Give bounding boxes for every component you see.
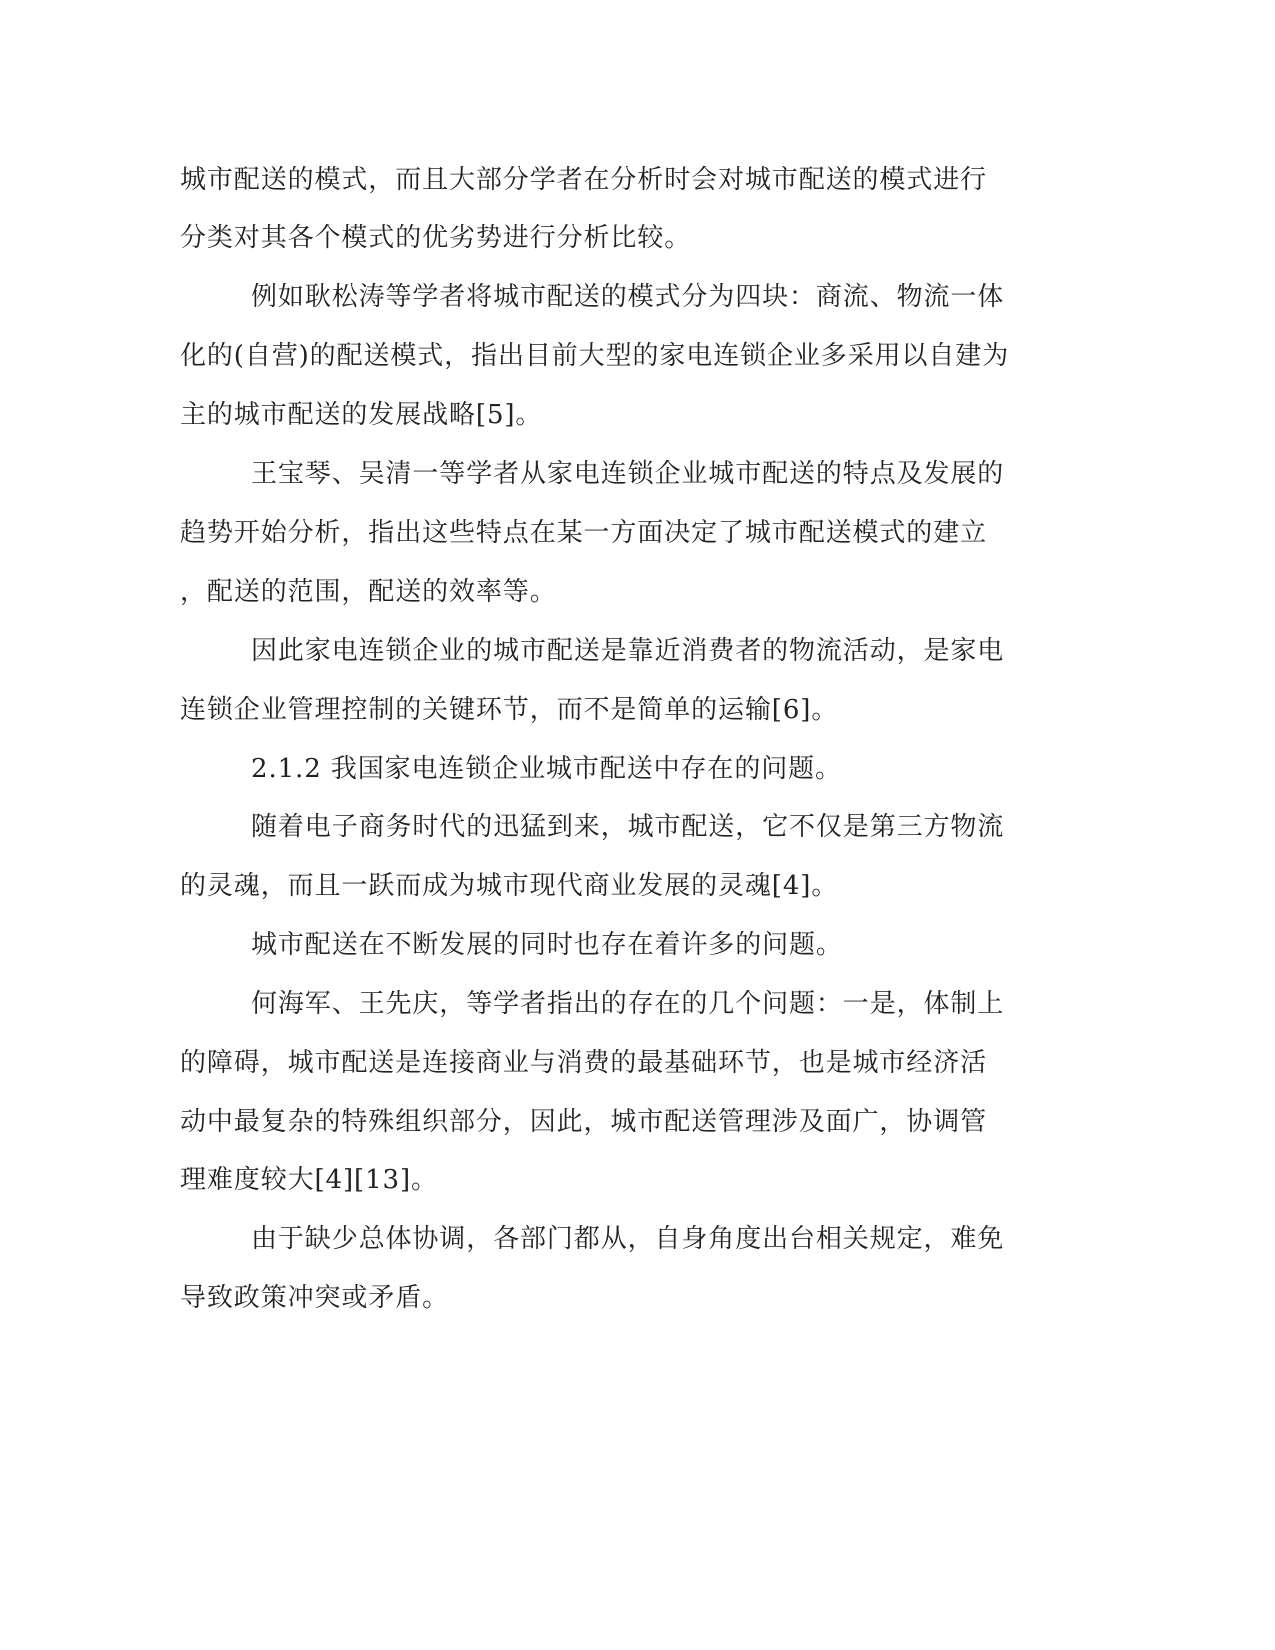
section-heading: 2.1.2 我国家电连锁企业城市配送中存在的问题。 [251, 754, 842, 784]
paragraph-line: 何海军、王先庆，等学者指出的存在的几个问题：一是，体制上 [251, 989, 1005, 1019]
paragraph-line: 城市配送在不断发展的同时也存在着许多的问题。 [251, 930, 843, 960]
paragraph-line: 的灵魂，而且一跃而成为城市现代商业发展的灵魂[4]。 [180, 871, 839, 901]
paragraph-line: 理难度较大[4][13]。 [180, 1165, 438, 1195]
paragraph-line: 例如耿松涛等学者将城市配送的模式分为四块：商流、物流一体 [251, 282, 1005, 312]
paragraph-line: 导致政策冲突或矛盾。 [180, 1283, 450, 1313]
paragraph-line: 连锁企业管理控制的关键环节，而不是简单的运输[6]。 [180, 695, 839, 725]
paragraph-line: 的障碍，城市配送是连接商业与消费的最基础环节，也是城市经济活 [180, 1048, 988, 1078]
paragraph-line: 趋势开始分析，指出这些特点在某一方面决定了城市配送模式的建立 [180, 518, 988, 548]
paragraph-line: 化的(自营)的配送模式，指出目前大型的家电连锁企业多采用以自建为 [180, 341, 1010, 371]
paragraph-line: 城市配送的模式，而且大部分学者在分析时会对城市配送的模式进行 [180, 165, 988, 195]
paragraph-line: 王宝琴、吴清一等学者从家电连锁企业城市配送的特点及发展的 [251, 459, 1005, 489]
paragraph-line: 由于缺少总体协调，各部门都从，自身角度出台相关规定，难免 [251, 1224, 1005, 1254]
paragraph-line: 随着电子商务时代的迅猛到来，城市配送，它不仅是第三方物流 [251, 812, 1005, 842]
paragraph-line: 因此家电连锁企业的城市配送是靠近消费者的物流活动，是家电 [251, 636, 1005, 666]
paragraph-line: 主的城市配送的发展战略[5]。 [180, 400, 543, 430]
paragraph-line: ，配送的范围，配送的效率等。 [180, 577, 557, 607]
paragraph-line: 动中最复杂的特殊组织部分，因此，城市配送管理涉及面广，协调管 [180, 1107, 988, 1137]
paragraph-line: 分类对其各个模式的优劣势进行分析比较。 [180, 223, 692, 253]
